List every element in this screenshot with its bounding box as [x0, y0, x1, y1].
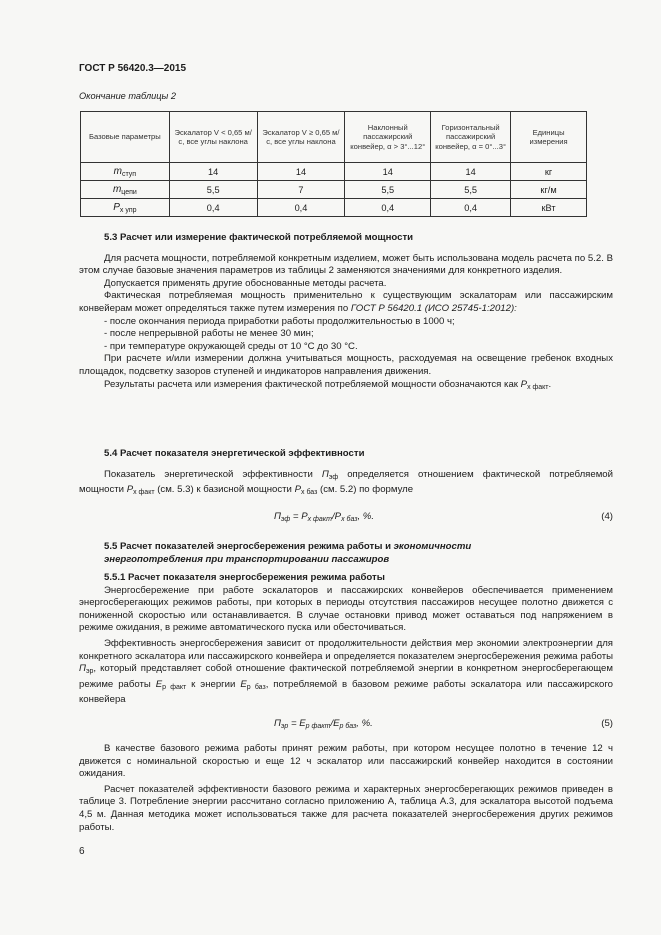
paragraph: Результаты расчета или измерения фактической потребляемой мощности обозначаются как $P_{x факт}$.	[104, 378, 552, 391]
column-header: Эскалатор V ≥ 0,65 м/с, все углы наклона	[257, 112, 345, 163]
value-cell: 14	[257, 163, 345, 181]
unit-cell: кг/м	[511, 181, 587, 199]
section-title-continued: энергопотребления при транспортировании пассажиров	[104, 553, 390, 565]
unit-cell: кВт	[511, 199, 587, 217]
value-cell: 0,4	[431, 199, 511, 217]
paragraph: Фактическая потребляемая мощность применительно к существующим эскалаторам или пассажирским конвейерам может определяться также путем измерения по ГОСТ Р 56420.1 (ИСО 25745-1:2012):	[79, 290, 613, 314]
table-2-end	[80, 111, 587, 217]
paragraph: В качестве базового режима работы принят режим работы, при котором несущее полотно в течение 12 ч движется с номинальной скоростью и еще 12 ч эскалатор или пассажирский конвейер находится в состоянии ожидания.	[79, 742, 613, 780]
list-item: - после окончания периода приработки работы продолжительностью в 1000 ч;	[104, 315, 455, 327]
paragraph: Эффективность энергосбережения зависит от продолжительности действия мер экономии электроэнергии для конкретного эскалатора или пассажирского конвейера и определяется показателем энергосбережения режима работы $П_{эр}$, который представляет собой отношение фактической потребляемой энергии в конкретном энергосберегающем режиме работы $E_{р факт}$ к энергии $E_{р баз}$, потребляемой в базовом режиме работы эскалатора или пассажирского конвейера	[79, 637, 613, 706]
paragraph: Для расчета мощности, потребляемой конкретным изделием, может быть использована модель расчета по 5.2. В этом случае базовые значения параметров из таблицы 2 заменяются значениями для конкретного изделия.	[79, 252, 613, 277]
formula-5: $П_{эр} = E_{р факт}/E_{р баз}$, %. (5)	[274, 717, 613, 730]
standard-reference: ГОСТ Р 56420.1 (ИСО 25745-1:2012):	[350, 302, 517, 314]
value-cell: 0,4	[257, 199, 345, 217]
section-title: 5.5 Расчет показателей энергосбережения режима работы и экономичности	[104, 541, 472, 552]
parameter-cell: $P_{x упр}$	[81, 199, 170, 217]
column-header: Горизонтальный пассажирский конвейер, α = 0°...3°	[431, 112, 511, 163]
paragraph: Энергосбережение при работе эскалаторов и пассажирских конвейеров обеспечивается применением энергосберегающих режимов работы, при которых в периоды отсутствия пассажиров несущее полотно движется с пониженной скоростью или останавливается. В случае остановки привод может оставаться под напряжением в режиме ожидания, в режиме автоматического пуска или обесточиваться.	[79, 584, 613, 634]
table-header-row	[81, 112, 587, 163]
formula-4: $П_{эф} = P_{x факт}/P_{x баз}$, %. (4)	[274, 510, 613, 523]
value-cell: 14	[345, 163, 431, 181]
section-5-4	[79, 448, 613, 525]
value-cell: 14	[431, 163, 511, 181]
unit-cell: кг	[511, 163, 587, 181]
column-header: Базовые параметры	[81, 112, 170, 163]
column-header: Эскалатор V < 0,65 м/с, все углы наклона	[169, 112, 257, 163]
table-row	[81, 181, 587, 199]
value-cell: 5,5	[431, 181, 511, 199]
paragraph: При расчете и/или измерении должна учитываться мощность, расходуемая на освещение гребенок входных площадок, подсветку зазоров ступеней и индикаторов направления движения.	[79, 353, 613, 377]
value-cell: 0,4	[345, 199, 431, 217]
parameter-cell: $m_{цепи}$	[81, 181, 170, 199]
column-header: Наклонный пассажирский конвейер, α > 3°...12°	[345, 112, 431, 163]
section-title: 5.5.1 Расчет показателя энергосбережения режима работы	[104, 572, 385, 583]
parameter-cell: $m_{ступ}$	[81, 163, 170, 181]
formula-number: (4)	[601, 510, 613, 522]
section-title: 5.4 Расчет показателя энергетической эффективности	[104, 448, 365, 459]
value-cell: 7	[257, 181, 345, 199]
value-cell: 14	[169, 163, 257, 181]
list-item: - после непрерывной работы не менее 30 мин;	[104, 328, 314, 340]
formula-number: (5)	[601, 717, 613, 729]
section-title: 5.3 Расчет или измерение фактической потребляемой мощности	[104, 232, 414, 243]
value-cell: 5,5	[169, 181, 257, 199]
paragraph: Показатель энергетической эффективности $П_{эф}$ определяется отношением фактической потребляемой мощности $P_{x факт}$ (см. 5.3) к базисной мощности $P_{x баз}$ (см. 5.2) по формуле	[79, 468, 613, 497]
column-header: Единицы измерения	[511, 112, 587, 163]
value-cell: 0,4	[169, 199, 257, 217]
paragraph: Расчет показателей эффективности базового режима и характерных энергосберегающих режимов приведен в таблице 3. Потребление энергии рассчитано согласно приложению А, таблица А.3, для эскалатора высотой подъема 4,5 м. Данная методика может использоваться также для расчета показателей энергосбережения других режимов работы.	[79, 783, 613, 833]
document-header: ГОСТ Р 56420.3—2015	[79, 63, 187, 74]
section-5-5	[79, 541, 613, 566]
section-5-5-1	[79, 572, 613, 834]
list-item: - при температуре окружающей среды от 10 °С до 30 °С.	[104, 340, 358, 352]
paragraph: Допускается применять другие обоснованные методы расчета.	[104, 277, 387, 289]
value-cell: 5,5	[345, 181, 431, 199]
table-caption: Окончание таблицы 2	[79, 91, 176, 101]
table-row	[81, 199, 587, 217]
section-5-3	[79, 232, 613, 394]
table-row	[81, 163, 587, 181]
page-number: 6	[79, 846, 85, 857]
